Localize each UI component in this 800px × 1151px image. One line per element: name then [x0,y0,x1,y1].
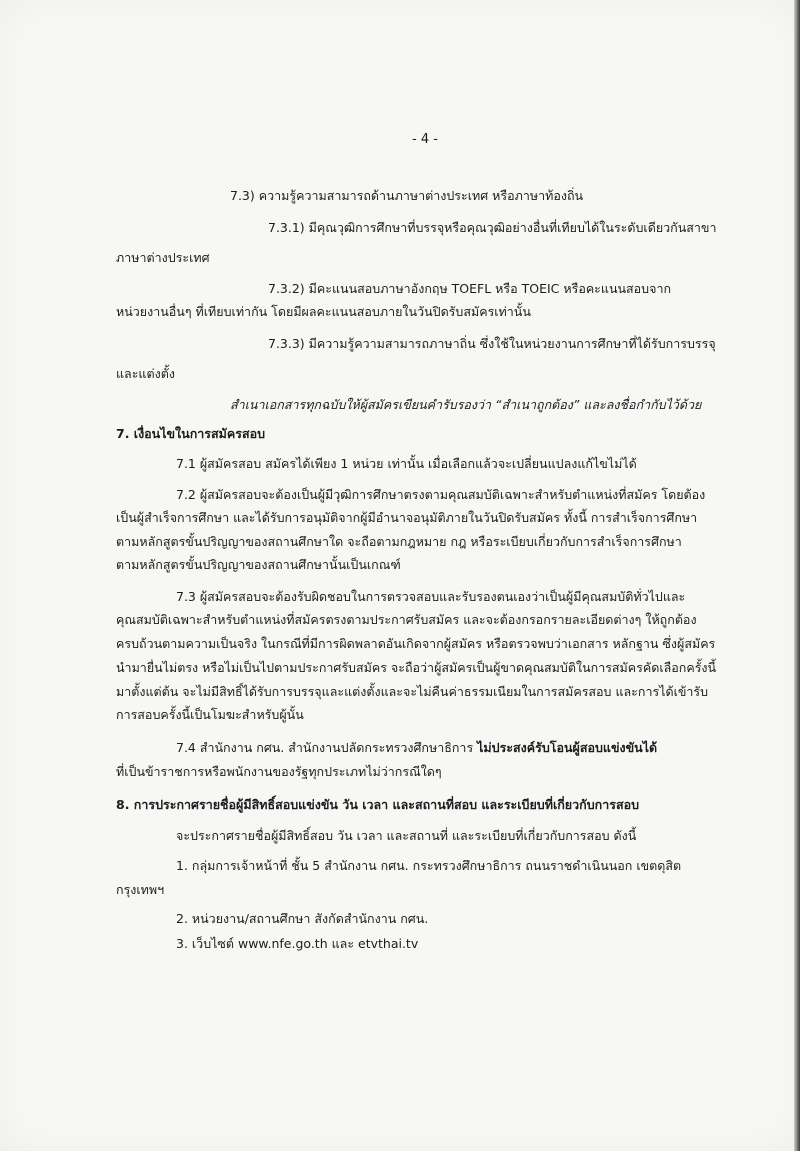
item-7-3-2-cont: หน่วยงานอื่นๆ ที่เทียบเท่ากัน โดยมีผลคะแนนสอบภายในวันปิดรับสมัครเท่านั้น [116,304,531,319]
item-7-3: 7.3 ผู้สมัครสอบจะต้องรับผิดชอบในการตรวจสอบและรับรองตนเองว่าเป็นผู้มีคุณสมบัติทั่วไปและ [176,589,686,604]
item-7-3-cont-2: ครบถ้วนตามความเป็นจริง ในกรณีที่มีการผิดพลาดอันเกิดจากผู้สมัคร หรือตรวจพบว่าเอกสาร หลักฐาน ซึ่งผู้สมัคร [116,636,716,651]
item-7-4-cont: ที่เป็นข้าราชการหรือพนักงานของรัฐทุกประเภทไม่ว่ากรณีใดๆ [116,764,442,779]
item-8-1: 1. กลุ่มการเจ้าหน้าที่ ชั้น 5 สำนักงาน กศน. กระทรวงศึกษาธิการ ถนนราชดำเนินนอก เขตดุสิต [176,858,682,873]
item-8-1-cont: กรุงเทพฯ [116,882,165,897]
item-8-3: 3. เว็บไซต์ www.nfe.go.th และ etvthai.tv [176,936,419,951]
item-7-2: 7.2 ผู้สมัครสอบจะต้องเป็นผู้มีวุฒิการศึกษาตรงตามคุณสมบัติเฉพาะสำหรับตำแหน่งที่สมัคร โดยต้อง [176,487,706,502]
section-8-heading: 8. การประกาศรายชื่อผู้มีสิทธิ์สอบแข่งขัน วัน เวลา และสถานที่สอบ และระเบียบที่เกี่ยวกับการสอบ [116,797,640,812]
item-7-2-cont-1: เป็นผู้สำเร็จการศึกษา และได้รับการอนุมัติจากผู้มีอำนาจอนุมัติภายในวันปิดรับสมัคร ทั้งนี้ การสำเร็จการศึกษา [116,510,698,525]
page-number: - 4 - [412,132,438,147]
item-8-2: 2. หน่วยงาน/สถานศึกษา สังกัดสำนักงาน กศน. [176,911,429,926]
item-7-3-cont-1: คุณสมบัติเฉพาะสำหรับตำแหน่งที่สมัครตรงตามประกาศรับสมัคร และจะต้องกรอกรายละเอียดต่างๆ ให้ถูกต้อง [116,612,697,627]
item-7-3-1-cont: ภาษาต่างประเทศ [116,250,210,265]
heading-7-3: 7.3) ความรู้ความสามารถด้านภาษาต่างประเทศ หรือภาษาท้องถิ่น [230,188,584,203]
item-7-4-bold: ไม่ประสงค์รับโอนผู้สอบแข่งขันได้ [477,740,658,755]
item-7-3-cont-4: มาตั้งแต่ต้น จะไม่มีสิทธิ์ได้รับการบรรจุและแต่งตั้งและจะไม่คืนค่าธรรมเนียมในการสมัครสอบ และการได้เข้ารับ [116,684,709,699]
item-7-3-2: 7.3.2) มีคะแนนสอบภาษาอังกฤษ TOEFL หรือ TOEIC หรือคะแนนสอบจาก [268,281,672,296]
item-7-3-1: 7.3.1) มีคุณวุฒิการศึกษาที่บรรจุหรือคุณวุฒิอย่างอื่นที่เทียบได้ในระดับเดียวกันสาขา [268,220,717,235]
item-7-3-cont-3: นำมายื่นไม่ตรง หรือไม่เป็นไปตามประกาศรับสมัคร จะถือว่าผู้สมัครเป็นผู้ขาดคุณสมบัติในการสมัครคัดเลือกครั้งนี้ [116,660,717,675]
copy-certification-note: สำเนาเอกสารทุกฉบับให้ผู้สมัครเขียนคำรับรองว่า “สำเนาถูกต้อง” และลงชื่อกำกับไว้ด้วย [230,397,702,412]
item-7-1: 7.1 ผู้สมัครสอบ สมัครได้เพียง 1 หน่วย เท่านั้น เมื่อเลือกแล้วจะเปลี่ยนแปลงแก้ไขไม่ได้ [176,456,637,471]
item-7-2-cont-3: ตามหลักสูตรขั้นปริญญาของสถานศึกษานั้นเป็นเกณฑ์ [116,557,401,572]
item-7-4-text: 7.4 สำนักงาน กศน. สำนักงานปลัดกระทรวงศึกษาธิการ [176,740,478,755]
item-7-3-3: 7.3.3) มีความรู้ความสามารถภาษาถิ่น ซึ่งใช้ในหน่วยงานการศึกษาที่ได้รับการบรรจุ [268,336,716,351]
item-7-2-cont-2: ตามหลักสูตรขั้นปริญญาของสถานศึกษาใด จะถือตามกฎหมาย กฎ หรือระเบียบเกี่ยวกับการสำเร็จการศึกษา [116,534,682,549]
item-7-3-cont-5: การสอบครั้งนี้เป็นโมฆะสำหรับผู้นั้น [116,707,304,722]
section-8-intro: จะประกาศรายชื่อผู้มีสิทธิ์สอบ วัน เวลา และสถานที่ และระเบียบที่เกี่ยวกับการสอบ ดังนี้ [176,828,637,843]
scan-edge [794,0,800,1151]
section-7-heading: 7. เงื่อนไขในการสมัครสอบ [116,426,266,441]
item-7-3-3-cont: และแต่งตั้ง [116,366,175,381]
item-7-4 [176,740,657,756]
